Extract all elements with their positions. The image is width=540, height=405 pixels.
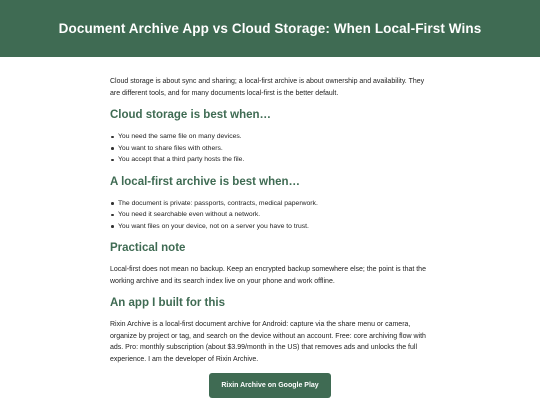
list-item: You want files on your device, not on a server you have to trust. [110,221,430,233]
google-play-button[interactable]: Rixin Archive on Google Play [209,373,330,398]
app-paragraph: Rixin Archive is a local-first document archive for Android: capture via the share menu or camera, organize by project or tag, and search on the device without an account. Free: core archiving flow with ads. Pro: monthly subscription (about $3.99/month in the US) that removes ads and unlocks the full experience. I am the developer of Rixin Archive. [110,321,426,363]
section-heading-cloud: Cloud storage is best when… [110,109,272,121]
list-item: You want to share files with others. [110,143,430,155]
section-practical-note [110,242,430,287]
section-cloud-storage [110,109,430,166]
practical-paragraph: Local-first does not mean no backup. Keep an encrypted backup somewhere else; the point is that the working archive and its search index live on your phone and work offline. [110,266,426,285]
local-list [110,198,430,233]
intro-paragraph: Cloud storage is about sync and sharing; a local-first archive is about ownership and availability. They are different tools, and for many documents local-first is the better default. [110,78,425,97]
list-item: You need the same file on many devices. [110,131,430,143]
list-item: You need it searchable even without a network. [110,209,430,221]
cloud-list [110,131,430,166]
cta-container [110,373,430,398]
section-local-first [110,176,430,233]
list-item: You accept that a third party hosts the file. [110,154,430,166]
section-heading-local: A local-first archive is best when… [110,175,301,188]
section-app [110,297,430,398]
list-item: The document is private: passports, contracts, medical paperwork. [110,198,430,210]
section-heading-app: An app I built for this [110,297,225,309]
page-title: Document Archive App vs Cloud Storage: When Local-First Wins [58,21,482,36]
page-header [0,0,540,57]
section-heading-practical: Practical note [110,242,186,254]
article-body [0,57,540,405]
